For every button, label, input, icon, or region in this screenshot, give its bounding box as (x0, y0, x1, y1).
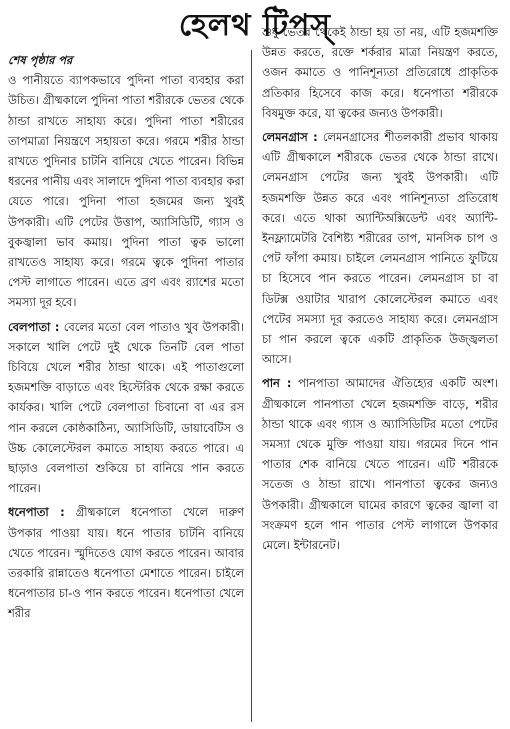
coriander-text: গ্রীষ্মকালে ধনেপাতা খেলে দারুণ উপকার পাওয়া যায়। ধনে পাতার চাটনি বানিয়ে খেতে পারেন। স্মুদিতেও যোগ করতে পারেন। আবার তরকারি রান্নাতেও ধনেপাতা মেশাতে পারেন। চাইলে ধনেপাতার চা-ও পান করতে পারেন। ধনেপাতা খেলে শরীর (8, 505, 244, 621)
continued-from-label: শেষ পৃষ্ঠার পর (8, 53, 73, 67)
lemongrass-text: লেমনগ্রাসের শীতলকারী প্রভাব থাকায় এটি গ্রীষ্মকালে শরীরকে ভেতর থেকে ঠান্ডা রাখে। লেমনগ্রাস পেটের জন্য খুবই উপকারী। এটি হজমশক্তি উন্নত করে এবং পানিশূন্যতা প্রতিরোধ করে। এতে থাকা অ্যান্টিঅক্সিডেন্ট এবং অ্যান্টি-ইনফ্ল্যামেটরি বৈশিষ্ট্য শরীরের তাপ, মানসিক চাপ ও পেট ফাঁপা কমায়। চাইলে লেমনগ্রাস পানিতে ফুটিয়ে চা হিসেবে পান করতে পারেন। লেমনগ্রাস চা বা ডিটক্স ওয়াটার খারাপ কোলেস্টেরল কমাতে এবং পেটের সমস্যা দূর করতেও সাহায্য করে। লেমনগ্রাস চা পান করলে ত্বকে একটি প্রাকৃতিক উজ্জ্বলতা আসে। (262, 130, 498, 367)
betel-leaf-paragraph (262, 373, 498, 555)
coriander-continued-paragraph: শুধু ভেতর থেকেই ঠান্ডা হয় তা নয়, এটি হজমশক্তি উন্নত করতে, রক্তে শর্করার মাত্রা নিয়ন্ত্রণ করতে, ওজন কমাতে ও পানিশূন্যতা প্রতিরোধে প্রাকৃতিক প্রতিকার হিসেবে কাজ করে। ধনেপাতা শরীরকে বিষমুক্ত করে, যা ত্বকের জন্যও উপকারী। (262, 25, 498, 120)
bel-leaf-heading: বেলপাতা : (8, 319, 60, 334)
lemongrass-paragraph (262, 127, 498, 369)
mint-paragraph: ও পানীয়তে ব্যাপকভাবে পুদিনা পাতা ব্যবহার করা উচিত। গ্রীষ্মকালে পুদিনা পাতা শরীরকে ভেতর থেকে ঠান্ডা রাখতে সাহায্য করে। পুদিনা পাতা শরীরের তাপমাত্রা নিয়ন্ত্রণে সহায়তা করে। গরমে শরীর ঠান্ডা রাখতে পুদিনার চাটনি বানিয়ে খেতে পারেন। বিভিন্ন ধরনের পানীয় এবং সালাদে পুদিনা পাতা ব্যবহার করা যেতে পারে। পুদিনা পাতা হজমের জন্য খুবই উপকারী। এটি পেটের উত্তাপ, অ্যাসিডিটি, গ্যাস ও বুকজ্বালা ভাব কমায়। পুদিনা পাতা ত্বক ভালো রাখতেও সাহায্য করে। গরমে ত্বকে পুদিনা পাতার পেস্ট লাগাতে পারেন। এতে ব্রণ এবং র‍্যাশের মতো সমস্যা দূর হবে। (8, 73, 244, 310)
column-divider (251, 50, 252, 722)
betel-leaf-heading: পান : (262, 376, 292, 391)
betel-leaf-text: পানপাতা আমাদের ঐতিহ্যের একটি অংশ। গ্রীষ্মকালে পানপাতা খেলে হজমশক্তি বাড়ে, শরীর ঠান্ডা থাকে এবং গ্যাস ও অ্যাসিডিটির মতো পেটের সমস্যা থেকে মুক্তি পাওয়া যায়। গরমের দিনে পান পাতার শেক বানিয়ে খেতে পারেন। এটি শরীরকে সতেজ ও ঠান্ডা রাখে। পানপাতা ত্বকের জন্যও উপকারী। গ্রীষ্মকালে ঘামের কারণে ত্বকের জ্বালা বা সংক্রমণ হলে পান পাতার পেস্ট লাগালে উপকার মেলে। ইন্টারনেট। (262, 376, 498, 553)
lemongrass-heading: লেমনগ্রাস : (262, 130, 318, 145)
coriander-paragraph (8, 502, 244, 623)
bel-leaf-paragraph (8, 317, 244, 499)
page-title: হেলথ টিপস্ (178, 8, 332, 43)
bel-leaf-text: বেলের মতো বেল পাতাও খুব উপকারী। সকালে খালি পেটে দুই থেকে তিনটি বেল পাতা চিবিয়ে খেলে শরীর ঠান্ডা থাকে। এই পাতাগুলো হজমশক্তি বাড়াতে এবং হিস্টেরিক থেকে রক্ষা করতে কার্যকর। খালি পেটে বেলপাতা চিবানো বা এর রস পান করলে কোষ্ঠকাঠিন্য, অ্যাসিডিটি, ডায়াবেটিস ও উচ্চ কোলেস্টেরল কমাতে সাহায্য করতে পারে। এ ছাড়াও বেলপাতা শুকিয়ে চা বানিয়ে পান করতে পারেন। (8, 319, 244, 496)
article-column-right (262, 22, 498, 555)
article-column-left (8, 50, 244, 624)
coriander-heading: ধনেপাতা : (8, 505, 65, 520)
